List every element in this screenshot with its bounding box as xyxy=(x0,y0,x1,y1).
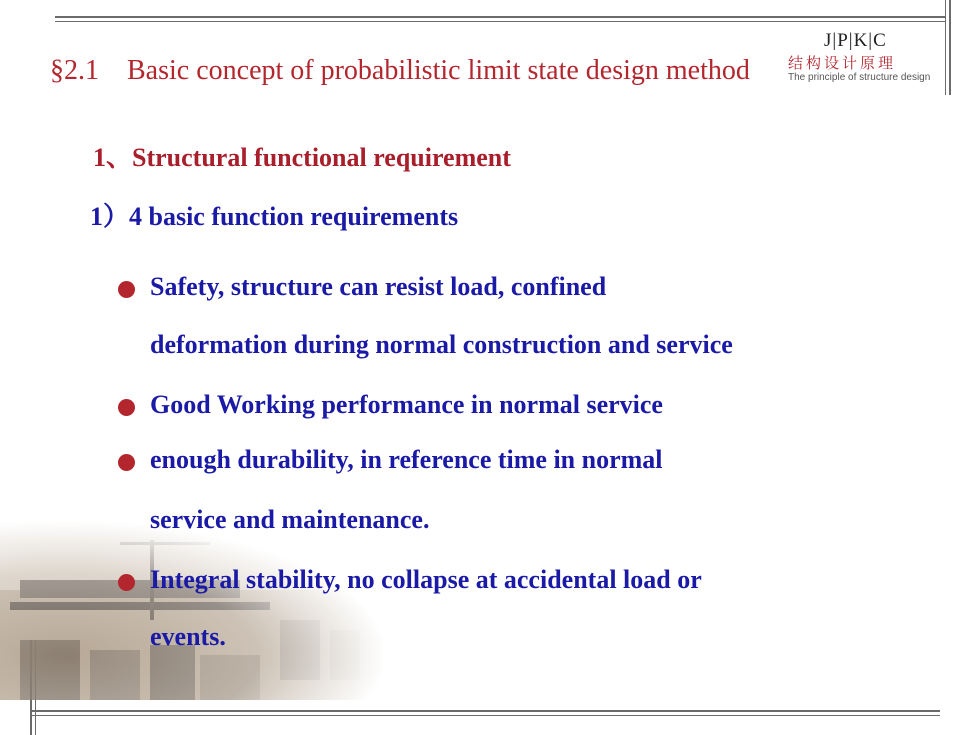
bullet-4-line-2: events. xyxy=(150,622,226,651)
bullet-icon xyxy=(118,281,135,298)
bullet-icon xyxy=(118,454,135,471)
slide-title: §2.1 Basic concept of probabilistic limit state design method xyxy=(50,55,750,86)
logo-chinese-title: 结构设计原理 xyxy=(788,54,897,72)
bullet-1-line-1: Safety, structure can resist load, confined xyxy=(150,272,607,301)
sub-heading: 1）4 basic function requirements xyxy=(90,202,459,231)
logo-english-title: The principle of structure design xyxy=(788,72,931,83)
bullet-4-line-1: Integral stability, no collapse at accidental load or xyxy=(150,565,702,594)
bullet-icon xyxy=(118,574,135,591)
bullet-3-line-1: enough durability, in reference time in normal xyxy=(150,445,663,474)
bullet-2-line-1: Good Working performance in normal service xyxy=(150,390,663,419)
bullet-3-line-2: service and maintenance. xyxy=(150,505,430,534)
logo-letters: J|P|K|C xyxy=(824,30,887,51)
section-heading: 1、Structural functional requirement xyxy=(93,143,511,172)
bullet-1-line-2: deformation during normal construction and service xyxy=(150,330,733,359)
bullet-icon xyxy=(118,399,135,416)
